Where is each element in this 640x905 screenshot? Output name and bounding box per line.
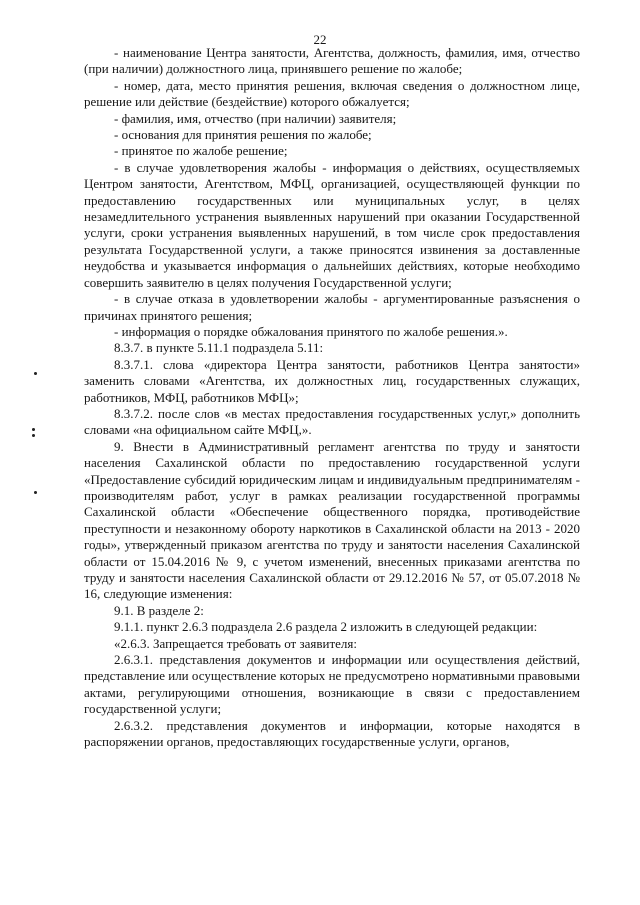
page-number: 22 (313, 32, 327, 47)
paragraph: «2.6.3. Запрещается требовать от заявителя: (114, 635, 357, 651)
paragraph: - наименование Центра занятости, Агентства, должность, фамилия, имя, отчество (при наличии) должностного лица, принявшего решение по жалобе; (84, 45, 584, 77)
margin-mark (34, 372, 37, 375)
paragraph: - основания для принятия решения по жалобе; (114, 127, 372, 143)
margin-mark (32, 428, 35, 431)
paragraph: - в случае удовлетворения жалобы - информация о действиях, осуществляемых Центром занятости, Агентством, МФЦ, организацией, осуществляющей функции по предоставлению государственных или муниципальных услуг, в целях незамедлительного устранения выявленных нарушений при оказании Государственной услуги, сроки устранения выявленных нарушений, в том числе срок предоставления результата Государственной услуги, а также приносятся извинения за доставленные неудобства и указывается информация о дальнейших действиях, которые необходимо совершить заявителю в целях получения Государственной услуги; (84, 159, 584, 290)
paragraph: 8.3.7. в пункте 5.11.1 подраздела 5.11: (114, 340, 324, 356)
paragraph: - фамилия, имя, отчество (при наличии) заявителя; (114, 110, 397, 126)
paragraph: 8.3.7.2. после слов «в местах предоставления государственных услуг,» дополнить словами «на официальном сайте МФЦ,». (84, 405, 584, 438)
paragraph: 8.3.7.1. слова «директора Центра занятости, работников Центра занятости» заменить словами «Агентства, их должностных лиц, государственных служащих, работников, МФЦ, работников МФЦ»; (84, 356, 584, 405)
margin-mark (32, 434, 35, 437)
paragraph: - в случае отказа в удовлетворении жалобы - аргументированные разъяснения о причинах принятого решения; (84, 291, 584, 323)
paragraph: 9.1. В разделе 2: (114, 602, 204, 618)
paragraph: - номер, дата, место принятия решения, включая сведения о должностном лице, решение или действие (бездействие) которого обжалуется; (84, 77, 584, 110)
paragraph: 9.1.1. пункт 2.6.3 подраздела 2.6 раздела 2 изложить в следующей редакции: (114, 619, 538, 635)
paragraph: 9. Внести в Административный регламент агентства по труду и занятости населения Сахалинской области по предоставлению государственной услуги «Предоставление субсидий юридическим лицам и индивидуальным предпринимателям - производителям работ, услуг в рамках реализации государственной программы Сахалинской области «Обеспечение общественного порядка, противодействие преступности и незаконному обороту наркотиков в Сахалинской области на 2013 - 2020 годы», утвержденный приказом агентства по труду и занятости населения Сахалинской области от 15.04.2016 № 9, с учетом изменений, внесенных приказами агентства по труду и занятости населения Сахалинской области от 29.12.2016 № 57, от 05.07.2018 № 16, следующие изменения: (84, 438, 584, 602)
margin-mark (34, 491, 37, 494)
document-body (84, 45, 584, 750)
paragraph: - информация о порядке обжалования принятого по жалобе решения.». (114, 323, 508, 339)
paragraph: - принятое по жалобе решение; (114, 143, 288, 159)
paragraph: 2.6.3.1. представления документов и информации или осуществления действий, представление или осуществление которых не предусмотрено нормативными правовыми актами, регулирующими отношения, возникающие в связи с предоставлением государственной услуги; (84, 652, 584, 717)
paragraph: 2.6.3.2. представления документов и информации, которые находятся в распоряжении органов, предоставляющих государственные услуги, органов, (84, 717, 584, 750)
